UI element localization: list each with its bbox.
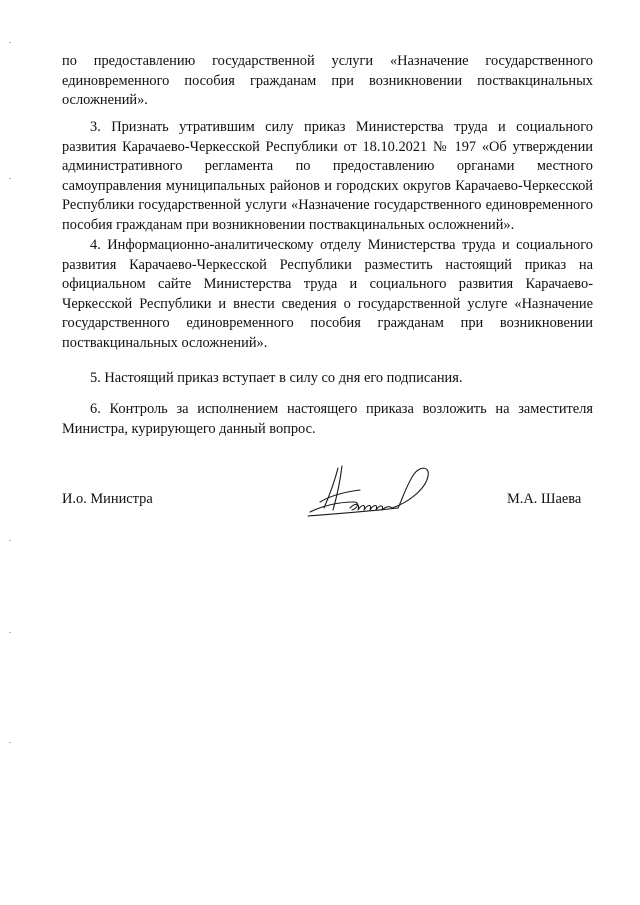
handwritten-signature: [302, 462, 442, 528]
scan-mark: [9, 742, 11, 743]
paragraph-item-6: 6. Контроль за исполнением настоящего приказа возложить на заместителя Министра, курирующего данный вопрос.: [62, 401, 593, 437]
signatory-title: И.о. Министра: [62, 491, 153, 507]
paragraph-item-4: 4. Информационно-аналитическому отделу Министерства труда и социального развития Карачаево-Черкесской Республики разместить настоящий приказ на официальном сайте Министерства труда и социального развития Карачаево-Черкесской Республики и внести сведения о государственной услуге «Назначение государственного единовременного пособия гражданам при возникновении поствакцинальных осложнений».: [62, 237, 593, 351]
scan-mark: [9, 178, 11, 179]
paragraph-item-5: 5. Настоящий приказ вступает в силу со дня его подписания.: [90, 370, 463, 386]
scan-mark: [9, 540, 11, 541]
scan-mark: [9, 42, 11, 43]
scan-mark: [9, 632, 11, 633]
signatory-name: М.А. Шаева: [507, 491, 582, 507]
paragraph-continuation: по предоставлению государственной услуги «Назначение государственного единовременного пособия гражданам при возникновении поствакцинальных осложнений».: [62, 53, 593, 108]
paragraph-item-3: 3. Признать утратившим силу приказ Министерства труда и социального развития Карачаево-Черкесской Республики от 18.10.2021 № 197 «Об утверждении административного регламента по предоставлению органами местного самоуправления муниципальных районов и городских округов Карачаево-Черкесской Республики государственной услуги «Назначение государственного единовременного пособия гражданам при возникновении поствакцинальных осложнений».: [62, 119, 593, 233]
